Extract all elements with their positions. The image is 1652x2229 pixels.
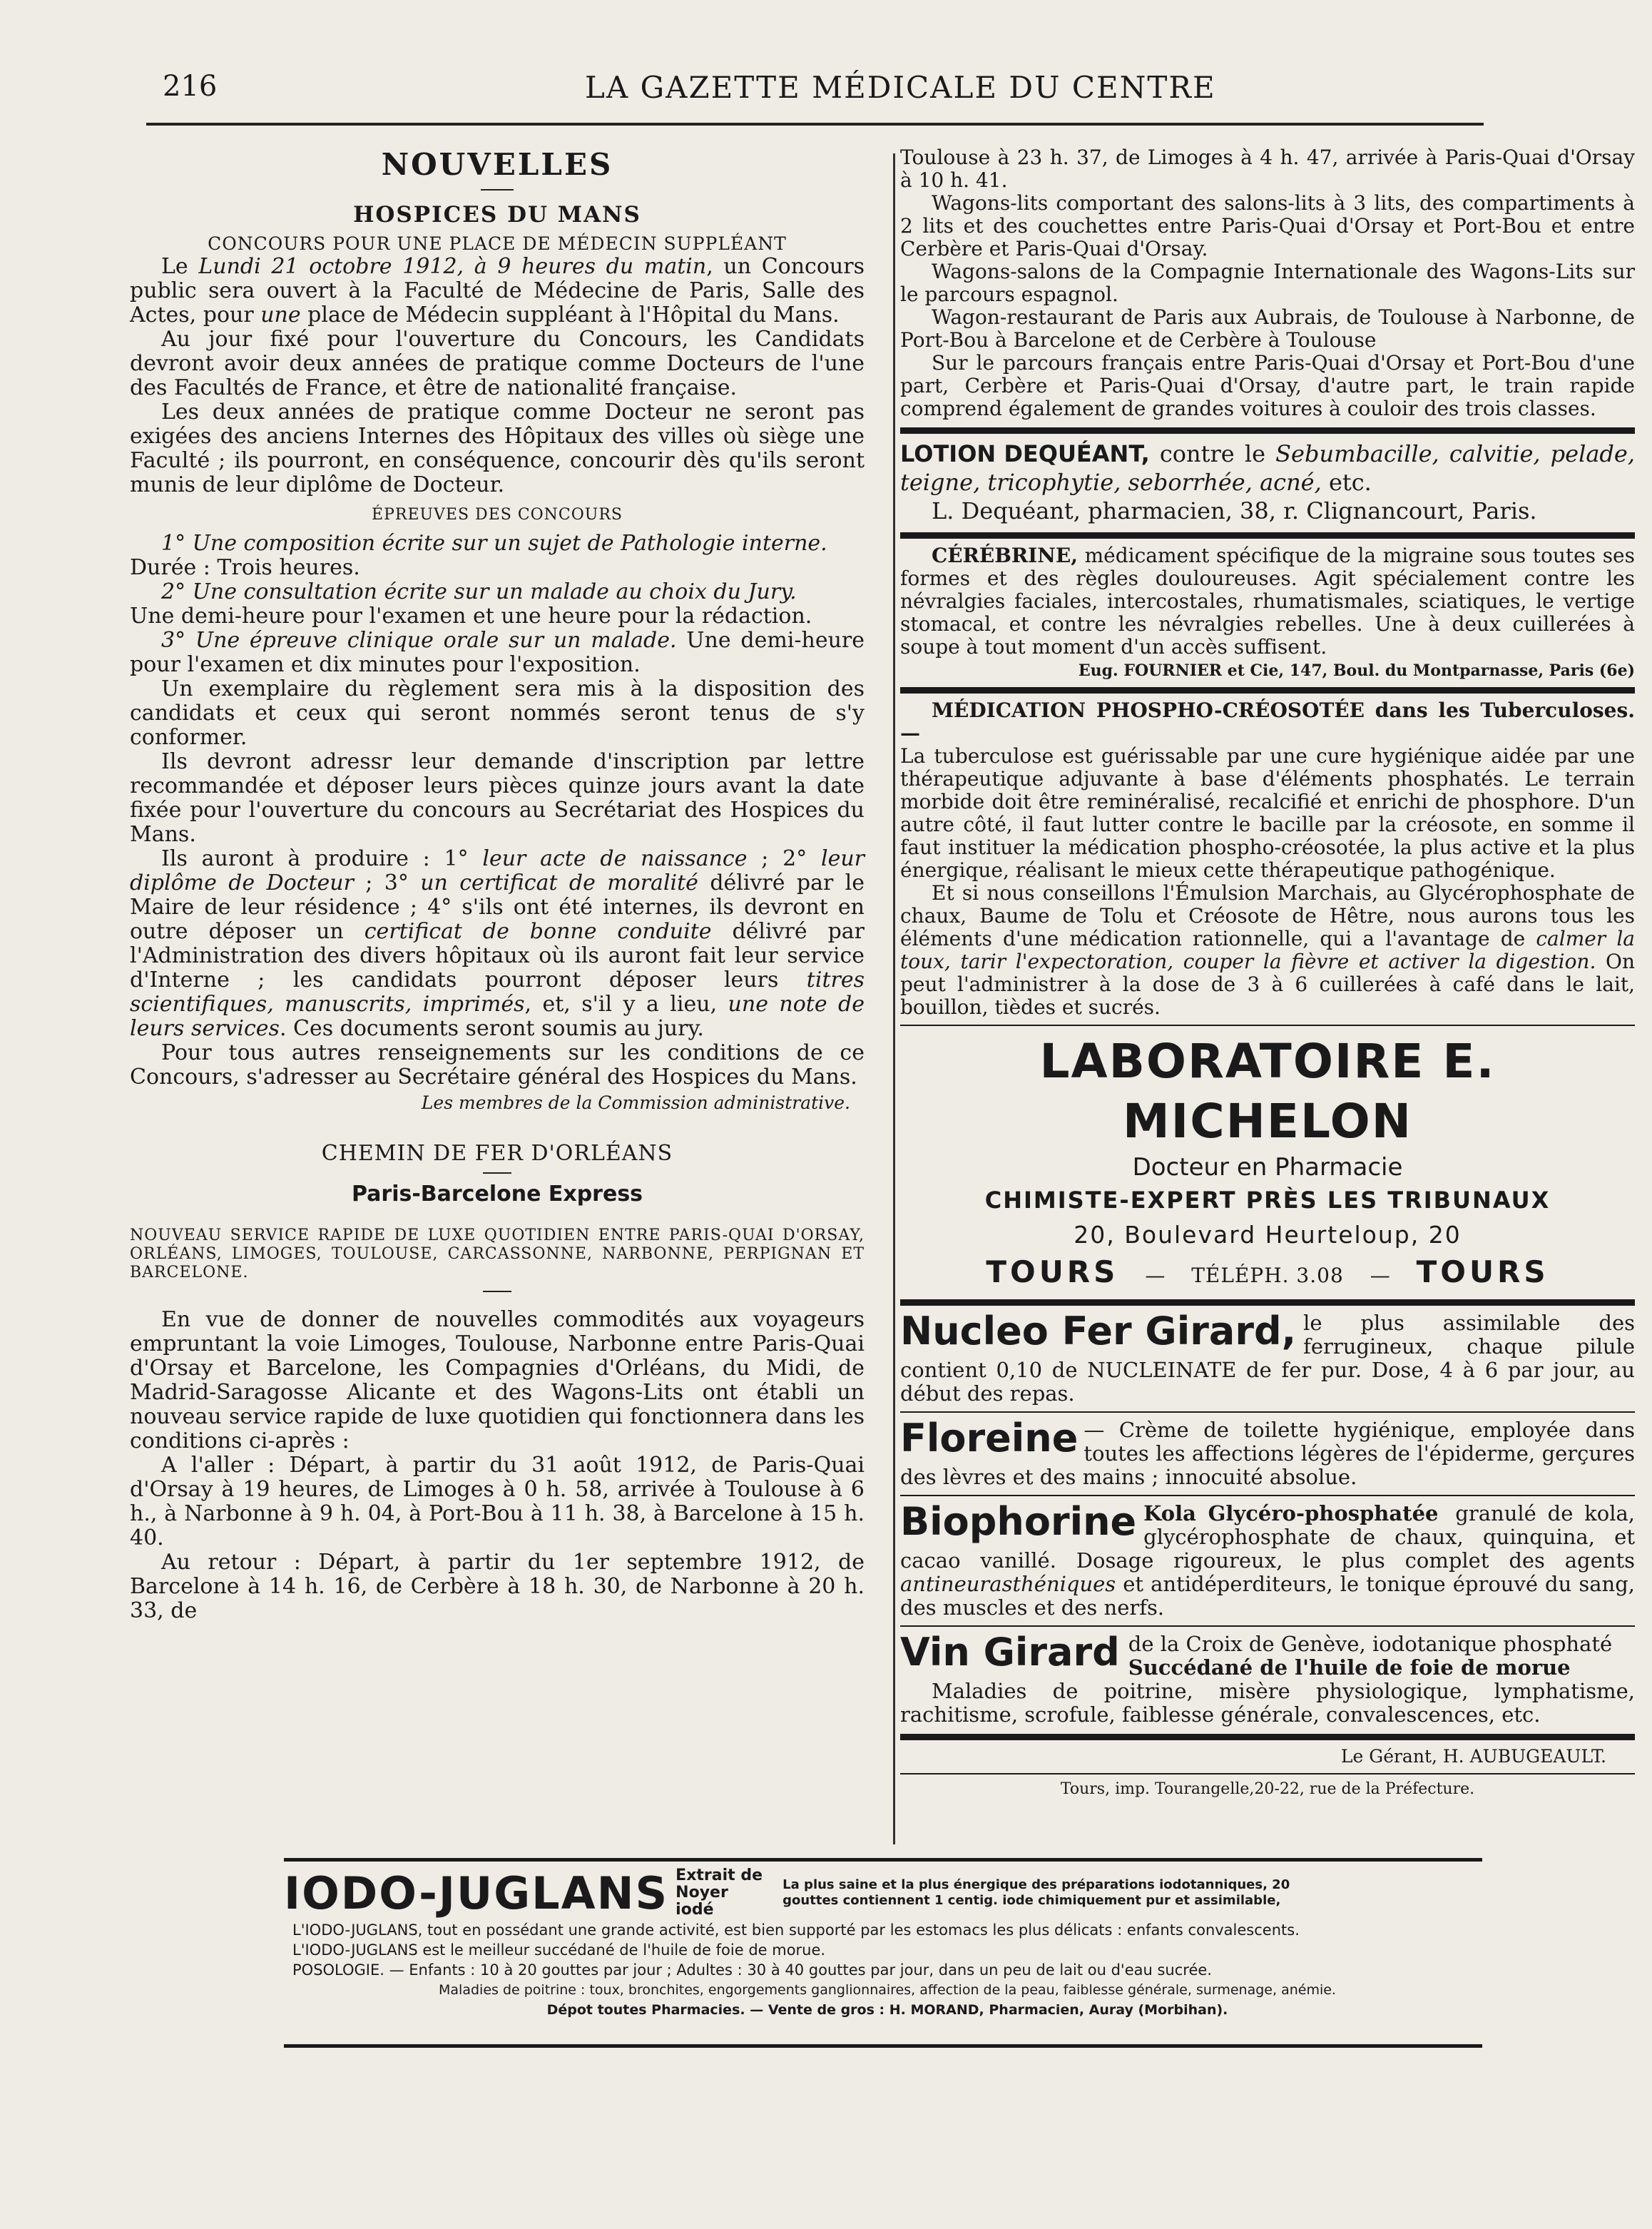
heading-dash bbox=[483, 1172, 511, 1174]
ad-separator bbox=[900, 532, 1635, 539]
footer-rule bbox=[900, 1773, 1635, 1774]
left-column bbox=[130, 146, 865, 1623]
paragraph-1: Le Lundi 21 octobre 1912, à 9 heures du matin, un Concours public sera ouvert à la Faculté de Médecine de Paris, Salle des Actes, pour une place de Médecin suppléant à l'Hôpital du Mans. bbox=[130, 254, 865, 328]
ad-separator bbox=[900, 687, 1635, 694]
ad-separator bbox=[900, 427, 1635, 434]
epreuve-2: 2° Une consultation écrite sur un malade au choix du Jury. bbox=[161, 579, 797, 604]
biophorine-brand: Biophorine bbox=[900, 1499, 1137, 1544]
paragraph-3: Les deux années de pratique comme Docteur ne seront pas exigées des anciens Internes des Hôpitaux des villes où siège une Faculté ; ils pourront, en conséquence, concourir dès qu'ils seront munis de leur diplôme de Docteur. bbox=[130, 400, 865, 497]
phospho-ad bbox=[900, 699, 1635, 1019]
phospho-paragraph-1: La tuberculose est guérissable par une cure hygiénique aidée par une thérapeutique adjuvante à base d'éléments phosphatés. Le terrain morbide doit être reminéralisé, recalcifié et enrichi de phosphore. D'un autre côté, il faut lutter contre le bacille par la créosote, en somme il faut instituer la médication phospho-créosotée, la plus active et la plus énergique, réalisant le mieux cette thérapeutique pathogénique. bbox=[900, 744, 1635, 882]
michelon-chimiste: CHIMISTE-EXPERT PRÈS LES TRIBUNAUX bbox=[984, 1187, 1551, 1214]
iodo-line-5: Dépot toutes Pharmacies. — Vente de gros : H. MORAND, Pharmacien, Auray (Morbihan). bbox=[546, 2002, 1228, 2018]
cerebrine-ad: CÉRÉBRINE, médicament spécifique de la migraine sous toutes ses formes et des règles douloureuses. Agit spécialement contre les névralgies faciales, intercostales, rhumatismales, sciatiques, le vertige stomacal, et contre les névralgies rebelles. Une à deux cuillerées à soupe à tout moment d'un accès suffisent. Eug. FOURNIER et Cie, 147, Boul. du Montparnasse, Paris (6e) bbox=[900, 544, 1635, 680]
epreuves-heading: ÉPREUVES DES CONCOURS bbox=[372, 506, 623, 524]
floreine-text: — Crème de toilette hygiénique, employée dans toutes les affections légères de l'épiderme, gerçures des lèvres et des mains ; innocuité absolue. bbox=[900, 1418, 1635, 1489]
lotion-address: L. Dequéant, pharmacien, 38, r. Clignancourt, Paris. bbox=[932, 497, 1537, 524]
ad-separator bbox=[900, 1495, 1635, 1496]
imprimeur: Tours, imp. Tourangelle,20-22, rue de la Préfecture. bbox=[1060, 1780, 1475, 1798]
train-schedule-1: Toulouse à 23 h. 37, de Limoges à 4 h. 47, arrivée à Paris-Quai d'Orsay à 10 h. 41. bbox=[900, 146, 1635, 192]
epreuve-1: 1° Une composition écrite sur un sujet de Pathologie interne. bbox=[161, 531, 827, 556]
train-schedule-5: Sur le parcours français entre Paris-Quai d'Orsay et Port-Bou d'une part, Cerbère et Paris-Quai d'Orsay, d'autre part, le train rapide comprend également de grandes voitures à couloir des trois classes. bbox=[900, 351, 1635, 420]
michelon-tours-line: TOURS — TÉLÉPH. 3.08 — TOURS bbox=[986, 1254, 1549, 1289]
michelon-docteur: Docteur en Pharmacie bbox=[1132, 1153, 1403, 1182]
iodo-line-2: L'IODO-JUGLANS est le meilleur succédané de l'huile de foie de morue. bbox=[292, 1941, 826, 1959]
phospho-paragraph-2: Et si nous conseillons l'Émulsion Marchais, au Glycérophosphate de chaux, Baume de Tolu et Créosote de Hêtre, nous aurons tous les éléments d'une médication rationnelle, qui a l'avantage de calmer la toux, tarir l'expectoration, couper la fièvre et activer la digestion. On peut l'administrer à la dose de 3 à 6 cuillerées à café dans le lait, bouillon, tièdes et sucrés. bbox=[900, 881, 1636, 1019]
iodo-juglans-ad bbox=[284, 1858, 1482, 2048]
lotion-brand: LOTION DEQUÉANT, bbox=[900, 440, 1150, 467]
lotion-ad: LOTION DEQUÉANT, contre le Sebumbacille, calvitie, pelade, teigne, tricophytie, seborrhée, acné, etc. L. Dequéant, pharmacien, 38, r. Clignancourt, Paris. bbox=[900, 440, 1636, 524]
ad-separator bbox=[900, 1734, 1635, 1740]
michelon-address: 20, Boulevard Heurteloup, 20 bbox=[1074, 1221, 1462, 1249]
iodo-line-3: POSOLOGIE. — Enfants : 10 à 20 gouttes par jour ; Adultes : 30 à 40 gouttes par jour, dans un peu de lait ou d'eau sucrée. bbox=[292, 1961, 1212, 1979]
journal-title: LA GAZETTE MÉDICALE DU CENTRE bbox=[585, 70, 1216, 105]
gerant-signature: Le Gérant, H. AUBUGEAULT. bbox=[1340, 1746, 1606, 1767]
concours-title: CONCOURS POUR UNE PLACE DE MÉDECIN SUPPLÉANT bbox=[208, 233, 787, 254]
ad-separator bbox=[900, 1299, 1635, 1306]
phospho-title: MÉDICATION PHOSPHO-CRÉOSOTÉE dans les Tuberculoses.— bbox=[900, 699, 1635, 745]
paragraph-10: Au retour : Départ, à partir du 1er septembre 1912, de Barcelone à 14 h. 16, de Cerbère à 18 h. 30, de Narbonne à 20 h. 33, de bbox=[130, 1550, 865, 1623]
page-number: 216 bbox=[163, 70, 218, 103]
paragraph-2: Au jour fixé pour l'ouverture du Concours, les Candidats devront avoir deux années de pratique comme Docteurs de l'une des Facultés de France, et être de nationalité française. bbox=[130, 327, 865, 400]
cerebrine-brand: CÉRÉBRINE, bbox=[932, 544, 1078, 567]
nouvelles-heading: NOUVELLES bbox=[381, 147, 613, 182]
nucleo-text: le plus assimilable des ferrugineux, chaque pilule contient 0,10 de NUCLEINATE de fer pur. Dose, 4 à 6 par jour, au début des repas. bbox=[900, 1311, 1635, 1406]
paragraph-9: A l'aller : Départ, à partir du 31 août 1912, de Paris-Quai d'Orsay à 19 heures, de Limoges à 0 h. 58, arrivée à Toulouse à 6 h., à Narbonne à 9 h. 04, à Port-Bou à 11 h. 38, à Barcelone à 15 h. 40. bbox=[130, 1453, 865, 1550]
girard-ads: Nucleo Fer Girard, le plus assimilable des ferrugineux, chaque pilule contient 0,10 de NUCLEINATE de fer pur. Dose, 4 à 6 par jour, au début des repas. Floreine — Crème de toilette hygiénique, employée dans toutes les affections légères de l'épiderme, gerçures des lèvres et des mains ; innocuité absolue. Biophorine Kola Glycéro-phosphatée granulé de kola, glycérophosphate de chaux, quinquina, et cacao vanillé. Dosage rigoureux, le plus complet des agents antineurasthéniques et antidéperditeurs, le tonique éprouvé du sang, des muscles et des nerfs. Vin Girard de la Croix de Genève, iodotanique phosphaté Succédané de l'huile de foie de morue Maladies de poitrine, misère physiologique, lymphatisme, rachitisme, scrofule, faiblesse générale, convalescences, etc. bbox=[900, 1309, 1635, 1727]
paragraph-7: Pour tous autres renseignements sur les conditions de ce Concours, s'adresser au Secrétaire général des Hospices du Mans. bbox=[130, 1040, 865, 1090]
header-rule bbox=[146, 123, 1484, 126]
ad-separator bbox=[900, 1411, 1635, 1413]
heading-dash bbox=[481, 189, 514, 191]
section-dash bbox=[483, 1291, 511, 1292]
paragraph-8: En vue de donner de nouvelles commodités aux voyageurs empruntant la voie Limoges, Toulouse, Narbonne entre Paris-Quai d'Orsay et Barcelone, les Compagnies d'Orléans, du Midi, de Madrid-Saragosse Alicante et des Wagons-Lits ont établi un nouveau service rapide de luxe quotidien qui fonctionnera dans les conditions ci-après : bbox=[130, 1307, 865, 1453]
biophorine-kola: Kola Glycéro-phosphatée bbox=[1143, 1501, 1439, 1525]
commission-signature: Les membres de la Commission administrative. bbox=[421, 1092, 850, 1113]
right-column bbox=[900, 146, 1635, 1799]
column-divider bbox=[893, 153, 895, 1844]
hospices-heading: HOSPICES DU MANS bbox=[353, 202, 641, 228]
michelon-brand: LABORATOIRE E. MICHELON bbox=[1039, 1034, 1496, 1149]
michelon-ad bbox=[900, 1032, 1635, 1295]
iodo-line-4: Maladies de poitrine : toux, bronchites, engorgements ganglionnaires, affection de la peau, faiblesse générale, surmenage, anémie. bbox=[439, 1982, 1336, 1998]
paragraph-5: Ils devront adressr leur demande d'inscription par lettre recommandée et déposer leurs pièces quinze jours avant la date fixée pour l'ouverture du concours au Secrétariat des Hospices du Mans. bbox=[130, 749, 865, 847]
floreine-brand: Floreine bbox=[900, 1416, 1079, 1461]
train-schedule-2: Wagons-lits comportant des salons-lits à 3 lits, des compartiments à 2 lits et des couchettes entre Paris-Quai d'Orsay et Port-Bou et entre Cerbère et Paris-Quai d'Orsay. bbox=[900, 191, 1635, 260]
epreuve-3: 3° Une épreuve clinique orale sur un malade. Une demi-heure pour l'examen et dix minutes pour l'exposition. bbox=[130, 628, 865, 677]
iodo-line-1: L'IODO-JUGLANS, tout en possédant une grande activité, est bien supporté par les estomacs les plus délicats : enfants convalescents. bbox=[292, 1921, 1300, 1939]
vin-girard-brand: Vin Girard bbox=[900, 1630, 1120, 1675]
iodo-right-text: La plus saine et la plus énergique des préparations iodotanniques, 20 gouttes contiennent 1 centig. iode chimiquement pur et assimilable, bbox=[782, 1877, 1290, 1908]
epreuve-1-duree: Durée : Trois heures. bbox=[130, 555, 360, 580]
train-schedule-3: Wagons-salons de la Compagnie Internationale des Wagons-Lits sur le parcours espagnol. bbox=[900, 260, 1635, 306]
chemin-heading: CHEMIN DE FER D'ORLÉANS bbox=[321, 1141, 673, 1166]
paragraph-6: Ils auront à produire : 1° leur acte de naissance ; 2° leur diplôme de Docteur ; 3° un certificat de moralité délivré par le Maire de leur résidence ; 4° s'ils ont été internes, ils devront en outre déposer un certificat de bonne conduite délivré par l'Administration des divers hôpitaux où ils auront fait leur service d'Interne ; les candidats pourront déposer leurs titres scientifiques, manuscrits, imprimés, et, s'il y a lieu, une note de leurs services. Ces documents seront soumis au jury. bbox=[130, 846, 865, 1041]
nucleo-brand: Nucleo Fer Girard, bbox=[900, 1309, 1297, 1354]
epreuve-2-duree: Une demi-heure pour l'examen et une heure pour la rédaction. bbox=[130, 604, 812, 629]
vin-girard-text: Maladies de poitrine, misère physiologique, lymphatisme, rachitisme, scrofule, faiblesse générale, convalescences, etc. bbox=[900, 1679, 1635, 1727]
train-schedule-4: Wagon-restaurant de Paris aux Aubrais, de Toulouse à Narbonne, de Port-Bou à Barcelone et de Cerbère à Toulouse bbox=[900, 305, 1635, 352]
express-heading: Paris-Barcelone Express bbox=[351, 1182, 643, 1207]
cerebrine-address: Eug. FOURNIER et Cie, 147, Boul. du Montparnasse, Paris (6e) bbox=[1078, 661, 1635, 680]
paragraph-4: Un exemplaire du règlement sera mis à la disposition des candidats et ceux qui seront nommés seront tenus de s'y conformer. bbox=[130, 676, 865, 750]
iodo-extrait: Extrait de Noyer iodé bbox=[675, 1867, 763, 1919]
nouveau-service: NOUVEAU SERVICE RAPIDE DE LUXE QUOTIDIEN ENTRE PARIS-QUAI D'ORSAY, ORLÉANS, LIMOGES, TOULOUSE, CARCASSONNE, NARBONNE, PERPIGNAN ET BARCELONE. bbox=[130, 1227, 865, 1281]
ad-separator bbox=[900, 1025, 1635, 1026]
ad-separator bbox=[900, 1625, 1635, 1627]
iodo-brand: IODO-JUGLANS bbox=[284, 1867, 669, 1919]
